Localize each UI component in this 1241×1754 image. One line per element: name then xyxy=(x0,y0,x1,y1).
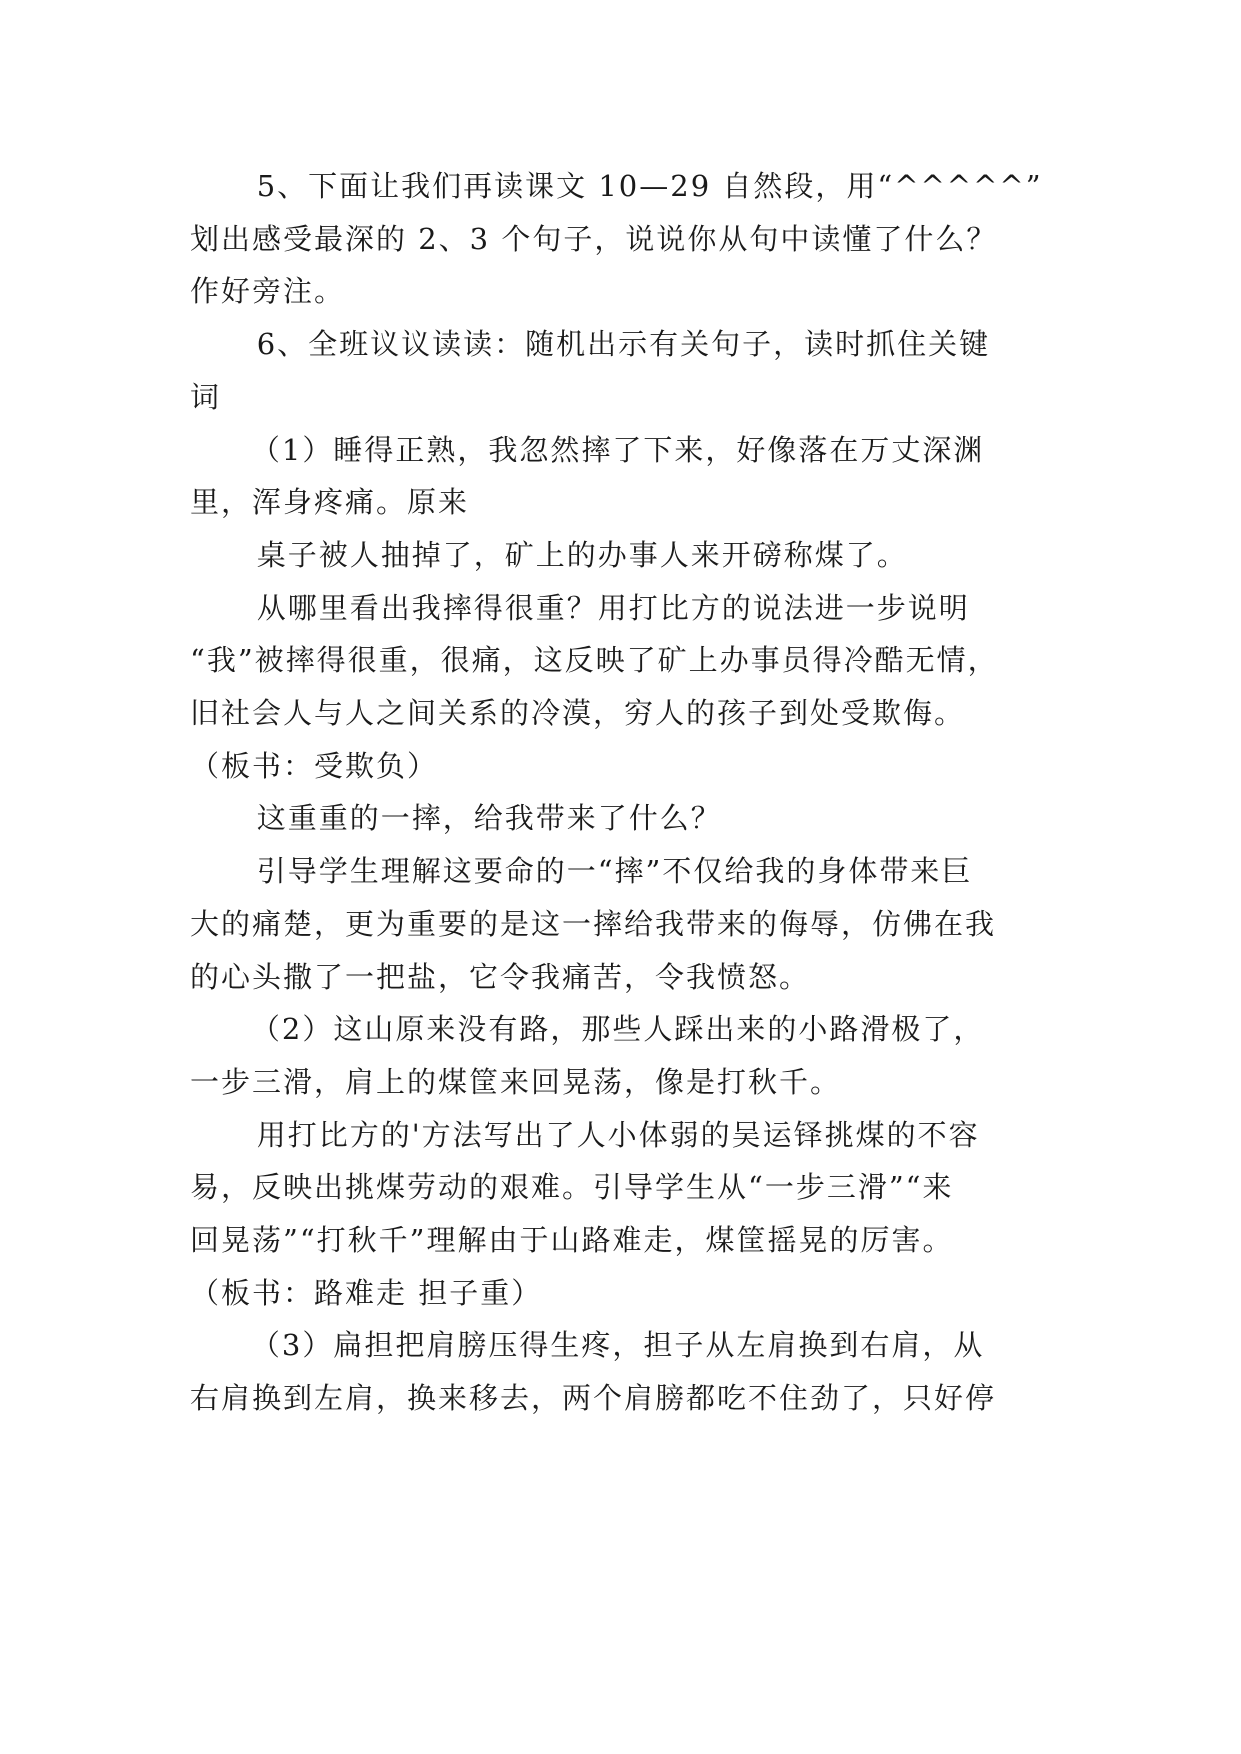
paragraph-quote-3 xyxy=(190,1319,1058,1424)
text-line: 旧社会人与人之间关系的冷漠，穷人的孩子到处受欺侮。 xyxy=(190,696,966,731)
text-line: （板书：路难走 担子重） xyxy=(190,1275,543,1310)
text-line: 这重重的一摔，给我带来了什么？ xyxy=(256,801,722,836)
text-line: “我”被摔得很重，很痛，这反映了矿上办事员得冷酷无情， xyxy=(190,643,999,678)
text-line: 一步三滑，肩上的煤筐来回晃荡，像是打秋千。 xyxy=(190,1064,842,1099)
text-line: （3）扁担把肩膀压得生疼，担子从左肩换到右肩，从 xyxy=(250,1328,985,1363)
text-line: 从哪里看出我摔得很重？用打比方的说法进一步说明 xyxy=(256,590,970,625)
paragraph-quote-2 xyxy=(190,1003,1058,1108)
paragraph-quote-1-cont xyxy=(190,529,1058,582)
text-line: 的心头撒了一把盐，它令我痛苦，令我愤怒。 xyxy=(190,959,811,994)
text-line: 用打比方的'方法写出了人小体弱的吴运铎挑煤的不容 xyxy=(256,1117,980,1152)
text-line: （1）睡得正熟，我忽然摔了下来，好像落在万丈深渊 xyxy=(250,432,985,467)
paragraph-5 xyxy=(190,160,1058,318)
text-line: 回晃荡”“打秋千”理解由于山路难走，煤筐摇晃的厉害。 xyxy=(190,1223,954,1258)
text-line: 里，浑身疼痛。原来 xyxy=(190,485,470,520)
paragraph-question xyxy=(190,792,1058,845)
text-line: 5、下面让我们再读课文 10—29 自然段，用“^^^^^” xyxy=(256,169,1043,203)
text-line: 大的痛楚，更为重要的是这一摔给我带来的侮辱，仿佛在我 xyxy=(190,906,997,941)
paragraph-analysis-3 xyxy=(190,1109,1058,1320)
paragraph-analysis-1 xyxy=(190,582,1058,793)
text-line: 划出感受最深的 2、3 个句子，说说你从句中读懂了什么？ xyxy=(190,221,998,256)
text-line: 引导学生理解这要命的一“摔”不仅给我的身体带来巨 xyxy=(256,854,973,889)
text-line: 词 xyxy=(190,379,222,414)
text-line: 桌子被人抽掉了，矿上的办事人来开磅称煤了。 xyxy=(256,537,908,572)
paragraph-6 xyxy=(190,318,1058,423)
text-line: 6、全班议议读读：随机出示有关句子，读时抓住关键 xyxy=(256,327,991,362)
paragraph-analysis-2 xyxy=(190,845,1058,1003)
text-line: 作好旁注。 xyxy=(190,274,346,309)
paragraph-quote-1 xyxy=(190,424,1058,529)
text-line: （板书：受欺负） xyxy=(190,748,439,783)
text-line: 右肩换到左肩，换来移去，两个肩膀都吃不住劲了，只好停 xyxy=(190,1381,997,1416)
document-body xyxy=(190,160,1058,1425)
text-line: 易，反映出挑煤劳动的艰难。引导学生从“一步三滑”“来 xyxy=(190,1170,954,1205)
text-line: （2）这山原来没有路，那些人踩出来的小路滑极了， xyxy=(250,1012,985,1047)
